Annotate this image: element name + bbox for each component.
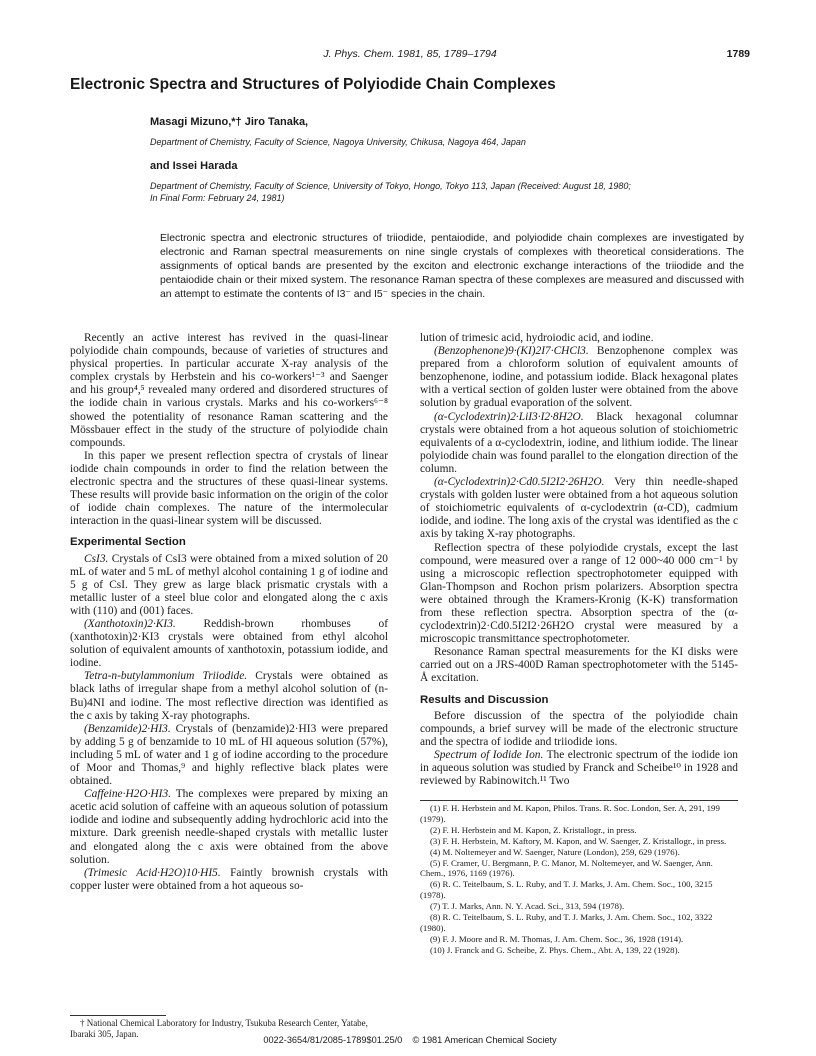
text-benzamide: Crystals of (benzamide)2·HI3 were prepared by adding 5 g of benzamide to 10 mL of HI aqueous solution (57%), including 5 mL of water and 1 g of iodine according to the procedure of Moor and Thomas,⁹ and highly reflective black plates were obtained. [70,722,388,788]
affiliation-2-line-2: In Final Form: February 24, 1981) [150,193,285,203]
right-column [420,332,738,788]
reference-item: (5) F. Cramer, U. Bergmann, P. C. Manor, M. Noltemeyer, and W. Saenger, Ann. Chem., 1976, 1169 (1976). [420,857,713,879]
text-trimesic: Faintly brownish crystals with copper luster were obtained from a hot aqueous so- [70,866,388,892]
references-list [420,803,740,956]
trimesic-continuation: lution of trimesic acid, hydroiodic acid, and iodine. [420,332,654,344]
paragraph-raman: Resonance Raman spectral measurements for the KI disks were carried out on a JRS-400D Raman spectrophotometer with the 5145-Å excitation. [420,646,738,685]
affiliation-2-block [150,180,750,204]
copyright-notice: © 1981 American Chemical Society [412,1035,557,1045]
reference-item: (2) F. H. Herbstein and M. Kapon, Z. Kristallogr., in press. [430,824,637,835]
section-heading-experimental: Experimental Section [70,536,186,549]
footnote-divider [70,1015,166,1016]
reference-item: (4) M. Noltemeyer and W. Saenger, Nature (London), 259, 629 (1976). [430,846,680,857]
run-in-caffeine: Caffeine·H2O·HI3. [84,788,171,801]
reference-item: (7) T. J. Marks, Ann. N. Y. Acad. Sci., 313, 594 (1978). [430,901,625,912]
run-in-trimesic: (Trimesic Acid·H2O)10·HI5. [84,866,221,879]
text-cyclodextrin-cd: Very thin needle-shaped crystals with golden luster were obtained from a hot aqueous solution of stoichiometric equivalents of α-cyclodextrin (α-CD), cadmium iodide, and iodine. The long axis of the crystal was identified as the c axis by taking X-ray photographs. [420,476,738,541]
text-caffeine: The complexes were prepared by mixing an acetic acid solution of caffeine with an aqueous solution of potassium iodide and iodine and subsequently adding hydrochloric acid into the mixture. Dark greenish needle-shaped crystals with metallic luster and elongated along the c axis were obtained from the above solution. [70,788,388,866]
reference-item: (6) R. C. Teitelbaum, S. L. Ruby, and T. J. Marks, J. Am. Chem. Soc., 100, 3215 (1978). [420,879,713,901]
run-in-benzamide: (Benzamide)2·HI3. [84,722,171,735]
text-cyclodextrin-li: Black hexagonal columnar crystals were obtained from a hot aqueous solution of stoichiometric equivalents of a α-cyclodextrin, iodine, and lithium iodide. The linear polyiodide chain was found parallel to the elongation direction of the column. [420,410,738,475]
run-in-xanthotoxin: (Xanthotoxin)2·KI3. [84,617,176,630]
page-footer [70,1035,750,1045]
abstract: Electronic spectra and electronic structures of triiodide, pentaiodide, and polyiodide chain complexes are investigated by electronic and Raman spectral measurements on nine single crystals of complexes with theoretical considerations. The assignments of optical bands are presented by the exciton and electronic exchange interactions of the triiodide and the pentaiodide chain or their mixed system. The resonance Raman spectra of these complexes are measured and discussed with an attempt to estimate the contents of I3⁻ and I5⁻ species in the chain. [160,233,744,300]
text-xanthotoxin: Reddish-brown rhombuses of (xanthotoxin)2·KI3 crystals were obtained from ethyl alcohol solution of equivalent amounts of xanthotoxin, potassium iodide, and iodine. [70,617,388,670]
paragraph-csi3 [70,553,388,618]
author-group-2 [150,160,750,172]
running-header [70,48,750,62]
section-heading-results: Results and Discussion [420,693,549,706]
left-column [70,332,388,893]
author-group-1 [150,116,750,128]
run-in-csi3: CsI3. [84,552,109,565]
affiliation-1-block [150,136,750,148]
run-in-cyclodextrin-li: (α-Cyclodextrin)2·LiI3·I2·8H2O. [434,410,584,423]
page-number: 1789 [726,48,750,60]
reference-item: (10) J. Franck and G. Scheibe, Z. Phys. Chem., Abt. A, 139, 22 (1928). [430,944,680,955]
paragraph-tba [70,670,388,722]
reference-item: (9) F. J. Moore and R. M. Thomas, J. Am. Chem. Soc., 36, 1928 (1914). [430,933,684,944]
results-paragraph-1: Before discussion of the spectra of the polyiodide chain compounds, a brief survey will be made of the electronic structure and the spectra of iodide and triiodide ions. [420,709,738,748]
text-iodide-ion: The electronic spectrum of the iodide ion in aqueous solution was studied by Franck and Scheibe¹⁰ in 1928 and reviewed by Rabinowitch.¹¹ Two [420,748,738,788]
intro-paragraph-2: In this paper we present reflection spectra of crystals of linear iodide chain compounds in order to find the relation between the electronic spectra and the structures of these quasi-linear systems. These results will provide basic information on the origin of the color of iodide chain complexes. The nature of the intermolecular interaction in the quasi-linear system will be discussed. [70,449,388,528]
journal-reference: J. Phys. Chem. 1981, 85, 1789–1794 [323,48,497,60]
text-benzophenone: Benzophenone complex was prepared from a chloroform solution of equivalent amounts of benzophenone, iodine, and potassium iodide. Black hexagonal plates with a vertical section of golden luster were obtained from the above solution by gradual evaporation of the solvent. [420,345,738,410]
reference-item: (8) R. C. Teitelbaum, S. L. Ruby, and T. J. Marks, J. Am. Chem. Soc., 102, 3322 (1980). [420,912,713,933]
affiliation-1: Department of Chemistry, Faculty of Science, Nagoya University, Chikusa, Nagoya 464, Japan [150,137,526,147]
text-tba: Crystals were obtained as black laths of irregular shape from a methyl alcohol solution of (n-Bu)4NI and iodine. The most reflective direction was identified as the c axis by taking X-ray photographs. [70,670,388,722]
reference-item: (1) F. H. Herbstein and M. Kapon, Philos. Trans. R. Soc. London, Ser. A, 291, 199 (1979). [420,803,720,824]
paragraph-caffeine [70,788,388,867]
article-title: Electronic Spectra and Structures of Polyiodide Chain Complexes [70,76,556,93]
author-footnote: † National Chemical Laboratory for Industry, Tsukuba Research Center, Yatabe, Ibaraki 305, Japan. [70,1018,368,1039]
paragraph-reflection-spectra: Reflection spectra of these polyiodide crystals, except the last compound, were measured over a range of 12 000~40 000 cm⁻¹ by using a microscopic reflection spectrophotometer equipped with Glan-Thompson and Rochon prism polarizers. Absorption spectra were obtained through the Kramers-Kronig (K-K) transformation from these reflection spectra. Absorption spectra of the (α-cyclodextrin)2·Cd0.5I2I2·26H2O crystal were measured by a microscopic transmittance spectrophotometer. [420,541,738,646]
article-code: 0022-3654/81/2085-1789$01.25/0 [263,1035,403,1045]
author-names-1: Masagi Mizuno,*† Jiro Tanaka, [150,116,309,128]
paragraph-benzophenone [420,345,738,410]
run-in-cyclodextrin-cd: (α-Cyclodextrin)2·Cd0.5I2I2·26H2O. [434,476,605,489]
references-divider [420,800,738,801]
author-names-2: and Issei Harada [150,160,238,172]
paragraph-cyclodextrin-li [420,411,738,476]
paragraph-trimesic [70,867,388,893]
run-in-benzophenone: (Benzophenone)9·(KI)2I7·CHCl3. [434,345,589,358]
intro-paragraph-1: Recently an active interest has revived in the quasi-linear polyiodide chain compounds, because of varieties of structures and physical properties. In particular accurate X-ray analysis of the complex crystals by Herbstein and his co-workers¹⁻³ and Saenger and his group⁴,⁵ revealed many ordered and disordered structures of the iodide chain in various crystals. Marks and his co-workers⁶⁻⁸ showed the potentiality of resonance Raman scattering and the Mössbauer effect in the study of the structure of polyiodide chain compounds. [70,332,388,449]
reference-item: (3) F. H. Herbstein, M. Kaftory, M. Kapon, and W. Saenger, Z. Kristallogr., in press. [430,835,727,846]
paragraph-benzamide [70,723,388,788]
paragraph-xanthotoxin [70,618,388,670]
text-csi3: Crystals of CsI3 were obtained from a mixed solution of 20 mL of water and 5 mL of methyl alcohol containing 1 g of iodine and 5 g of CsI. They grew as large black prismatic crystals with a metallic luster of a steel blue color and elongated along the c axis with (110) and (001) faces. [70,552,388,617]
paragraph-iodide-ion [420,749,738,788]
run-in-iodide-ion: Spectrum of Iodide Ion. [434,748,544,761]
paragraph-cyclodextrin-cd [420,476,738,541]
affiliation-2-line-1: Department of Chemistry, Faculty of Science, University of Tokyo, Hongo, Tokyo 113, Japan (Received: August 18, 1980; [150,181,631,191]
run-in-tba: Tetra-n-butylammonium Triiodide. [84,670,248,683]
